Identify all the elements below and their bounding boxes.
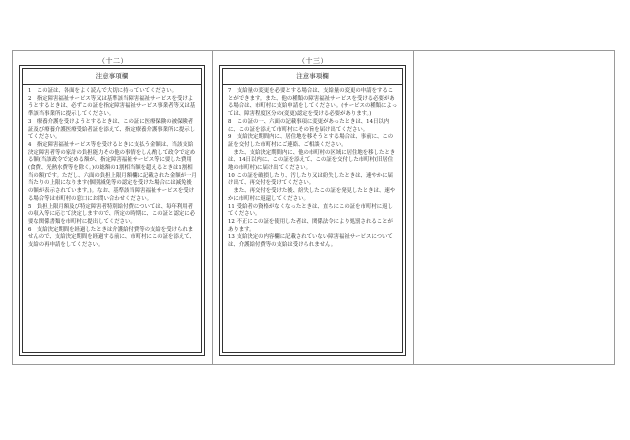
notes-heading: 注意事項欄 — [23, 69, 201, 85]
notes-body: 7 支給量の変更を必要とする場合は、支給量の変更の申請をすることができます。また、他の種類の障害福祉サービスを受ける必要がある場合は、市町村に支給申請をしてください。(サービスの種類によっては、障害程度区分の(変更)認定を受ける必要があります。) 8 この証の一、六面の記載事項に変更があったときは、14日以内に、この証を添えて市町村にその旨を届け出てください。 9 支給決定期間内に、居住地を移そうとする場合は、事前に、この証を交付した市町村にご連絡、ご相談ください。 また、支給決定期間内に、他の市町村の区域に居住地を移したときは、14日以内に、この証を添えて、この証を交付した市町村(旧居住地の市町村)に届け出てください。 10 この証を破損したり、汚したり又は紛失したときは、速やかに届け出て、再交付を受けてください。 また、再交付を受けた後、紛失したこの証を発見したときは、速やかに市町村に返還してください。 11 受給者の資格がなくなったときは、直ちにこの証を市町村に返してください。 12 不正にこの証を使用した者は、関係法令により処罰されることがあります。 13 支給決定の内容欄に記載されていない障害福祉サービスについては、介護給付費等の支給は受けられません。 — [228, 88, 398, 249]
fold-line-right — [413, 50, 414, 365]
page-number-13: （十三） — [298, 57, 328, 65]
notes-card-12 — [19, 65, 205, 356]
page-number-12: （十二） — [98, 57, 128, 65]
fold-line-left — [212, 50, 213, 365]
notes-body: 1 この証は、各面をよく読んで大切に持っていてください。 2 指定障害福祉サービス等又は基準該当障害福祉サービスを受けようとするときは、必ずこの証を指定障害福祉サービス事業者等又は基準該当事業所に提示してください。 3 療養介護を受けようとするときは、この証に医療保険の被保険者証及び療養介護医療受給者証を添えて、指定療養介護事業所に提示してください。 4 指定障害福祉サービス等を受けるときに支払う金額は、当該支給決定障害者等の家計の負担能力その他の事情をしん酌して政令で定める額(当該政令で定める額が、指定障害福祉サービス等に要した費用(食費、光熱水費等を除く。)の総額の1割相当額を超えるときは1割相当の額)です。ただし、六面の負担上限月額欄に記載された金額が一月当たりの上限になります(個別減免等の認定を受けた場合には減免後の額が表示されています。)。なお、基準該当障害福祉サービスを受ける場合等は市町村の窓口にお問い合わせください。 5 負担上限月額及び特定障害者特別給付費については、毎年利用者の収入等に応じて決定しますので、所定の時期に、この証と認定に必要な関係書類を市町村に提出してください。 6 支給決定期間を経過したときは介護給付費等の支給を受けられませんので、支給決定期間を経過する前に、市町村にこの証を添えて、支給の再申請をしてください。 — [28, 88, 197, 249]
notes-heading: 注意事項欄 — [223, 69, 402, 85]
notes-card-13 — [219, 65, 406, 356]
